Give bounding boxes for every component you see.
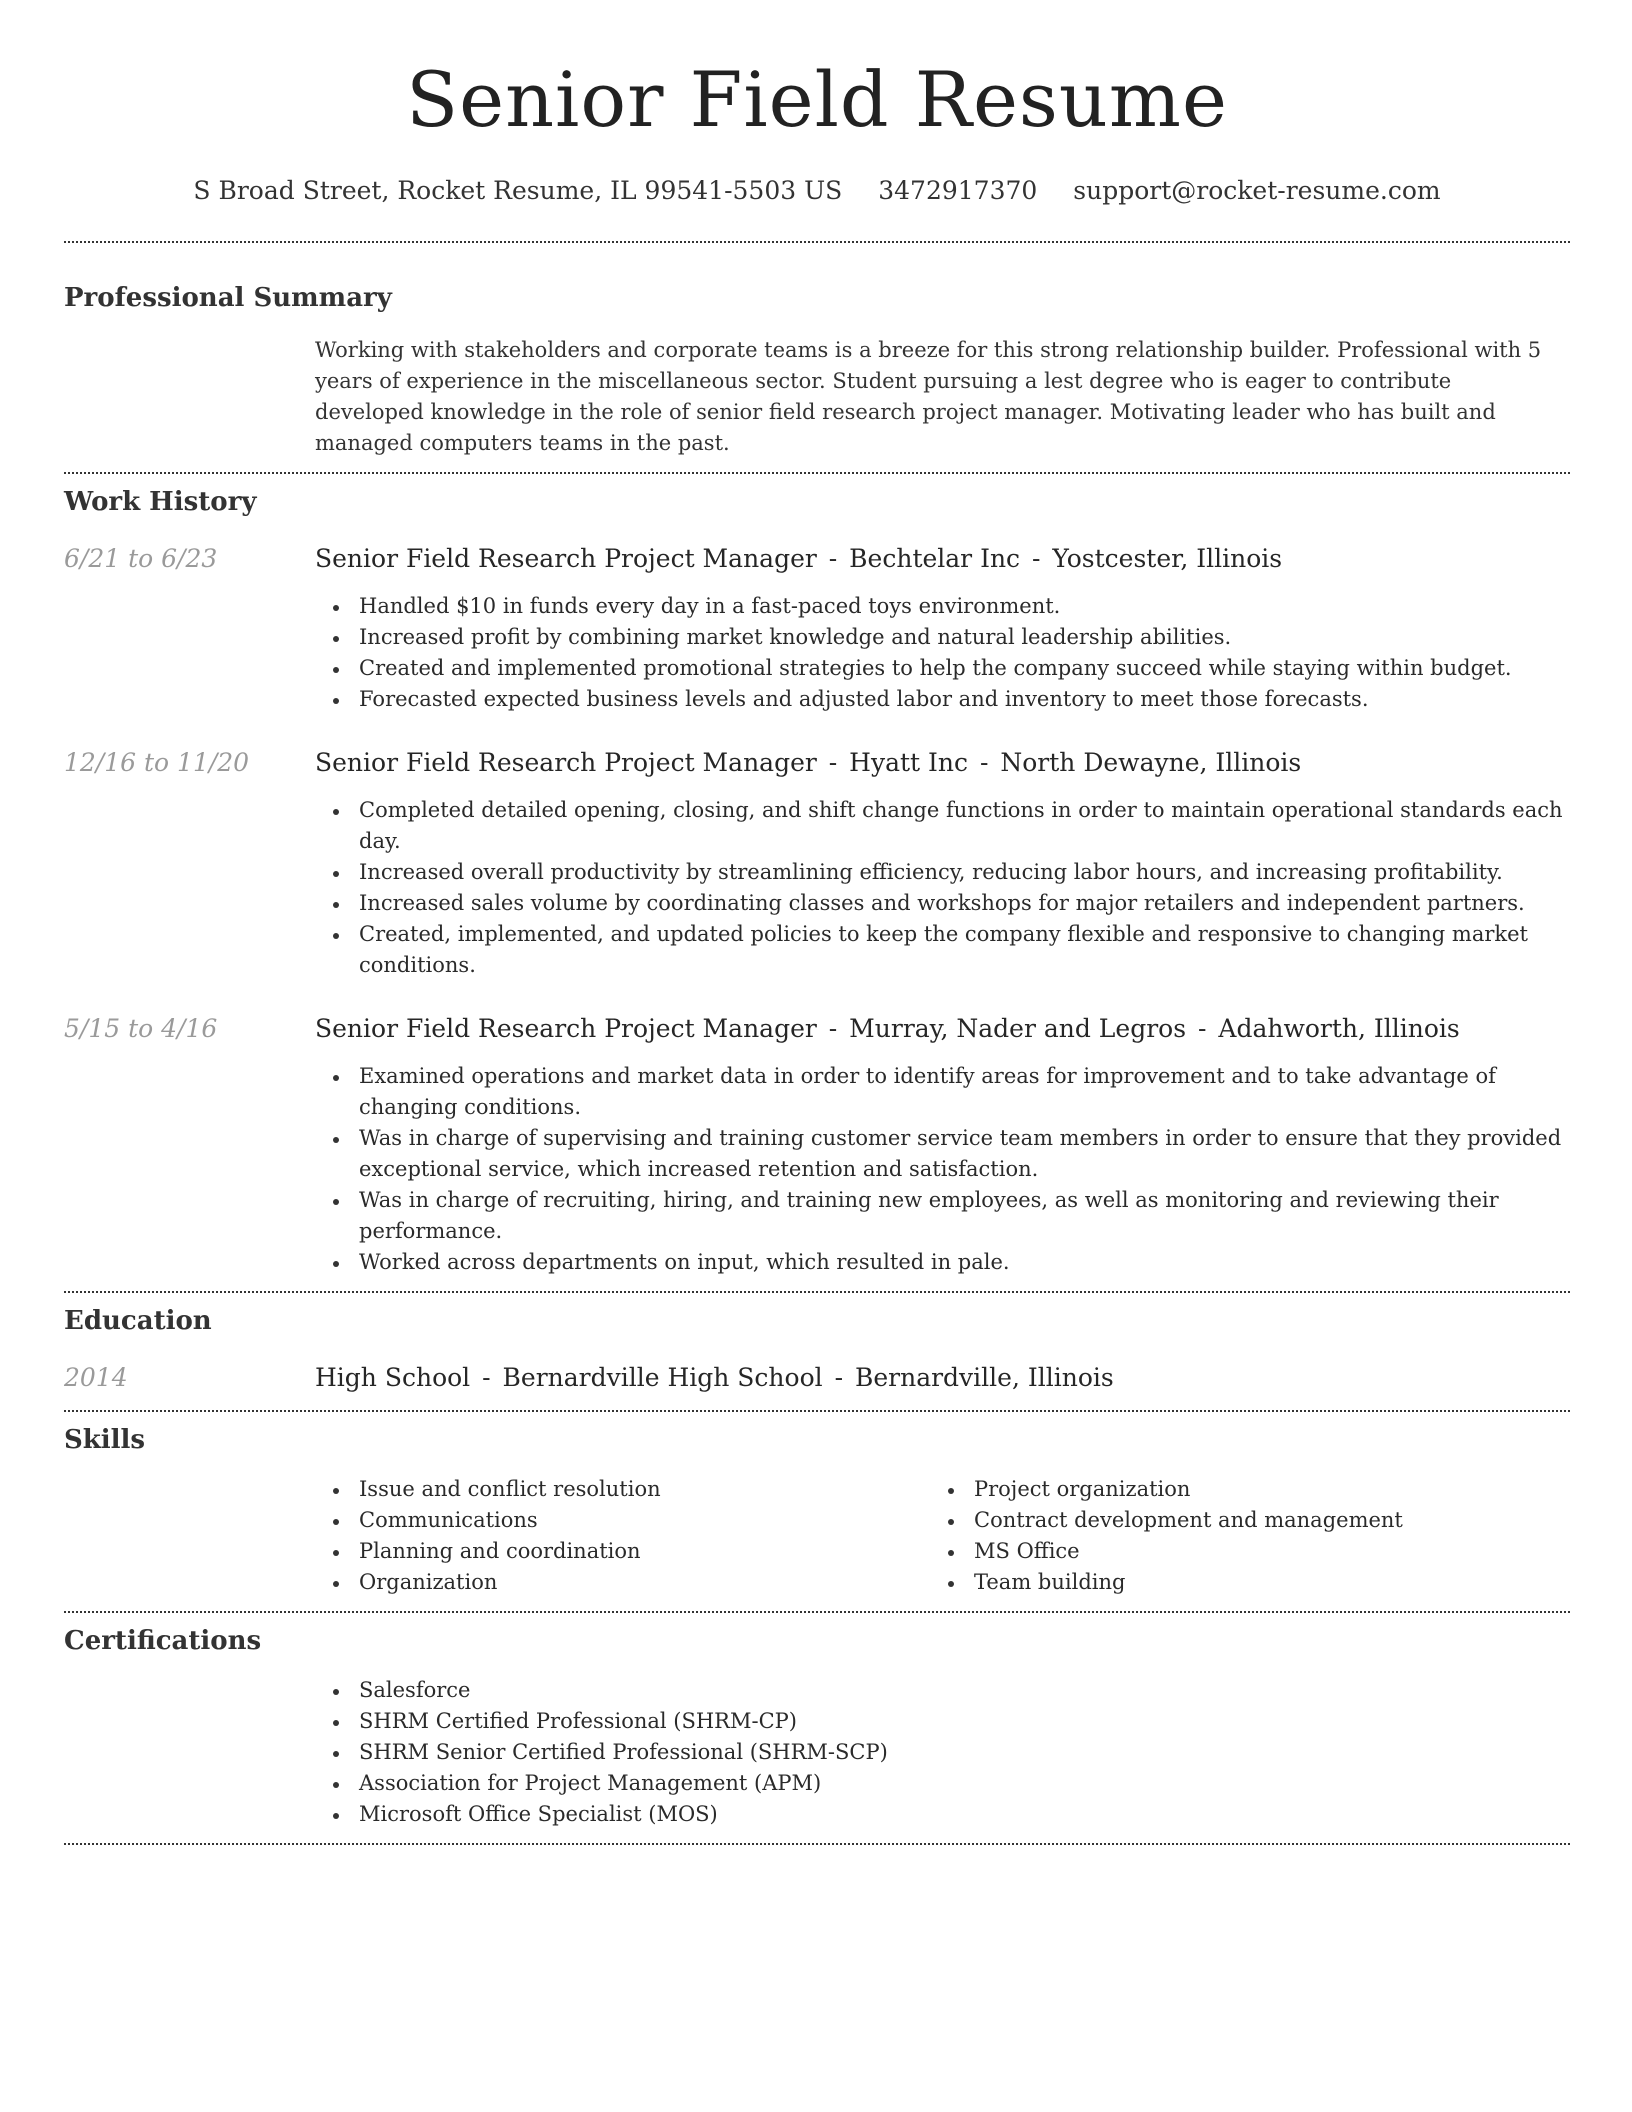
contact-address: S Broad Street, Rocket Resume, IL 99541-5503 US bbox=[193, 176, 843, 205]
job-location: North Dewayne, Illinois bbox=[1000, 748, 1302, 777]
certification-item: Salesforce bbox=[315, 1675, 1570, 1706]
job-details bbox=[315, 746, 1570, 981]
skill-item: Organization bbox=[315, 1567, 930, 1598]
job-company: Bechtelar Inc bbox=[849, 544, 1021, 573]
certification-item: SHRM Certified Professional (SHRM-CP) bbox=[315, 1706, 1570, 1737]
skill-item: Team building bbox=[930, 1567, 1545, 1598]
job-title-line: Senior Field Research Project Manager - Bechtelar Inc - Yostcester, Illinois bbox=[315, 544, 1283, 573]
job-dates: 6/21 to 6/23 bbox=[64, 544, 218, 573]
job-title-line: Senior Field Research Project Manager - Hyatt Inc - North Dewayne, Illinois bbox=[315, 748, 1302, 777]
skill-item: Contract development and management bbox=[930, 1505, 1545, 1536]
work-history-section bbox=[64, 485, 1570, 1278]
contact-phone: 3472917370 bbox=[878, 176, 1038, 205]
job-details bbox=[315, 542, 1570, 715]
divider bbox=[64, 472, 1570, 474]
contact-email: support@rocket-resume.com bbox=[1073, 176, 1441, 205]
skill-item: Issue and conflict resolution bbox=[315, 1474, 930, 1505]
job-dates: 5/15 to 4/16 bbox=[64, 1014, 218, 1043]
education-degree: High School bbox=[315, 1363, 471, 1392]
skill-item: MS Office bbox=[930, 1536, 1545, 1567]
job-location: Adahworth, Illinois bbox=[1218, 1014, 1460, 1043]
job-title: Senior Field Research Project Manager bbox=[315, 1014, 817, 1043]
job-bullet: Created, implemented, and updated policies to keep the company flexible and responsive to changing market conditions. bbox=[315, 919, 1570, 981]
skill-item: Communications bbox=[315, 1505, 930, 1536]
education-details bbox=[315, 1361, 1570, 1395]
job-details bbox=[315, 1012, 1570, 1278]
skill-item: Project organization bbox=[930, 1474, 1545, 1505]
job-bullet: Handled $10 in funds every day in a fast-paced toys environment. bbox=[315, 591, 1570, 622]
summary-text: Working with stakeholders and corporate teams is a breeze for this strong relationship builder. Professional with 5 years of experience in the miscellaneous sector. Student pursuing a lest degree who is eager to contribute developed knowledge in the role of senior field research project manager. Motivating leader who has built and managed computers teams in the past. bbox=[315, 338, 1542, 455]
job-bullet: Was in charge of supervising and training customer service team members in order to ensure that they provided exceptional service, which increased retention and satisfaction. bbox=[315, 1123, 1570, 1185]
job-dates: 12/16 to 11/20 bbox=[64, 748, 250, 777]
job-title: Senior Field Research Project Manager bbox=[315, 748, 817, 777]
certification-item: SHRM Senior Certified Professional (SHRM-SCP) bbox=[315, 1737, 1570, 1768]
skills-list-left bbox=[315, 1474, 930, 1598]
job-location: Yostcester, Illinois bbox=[1052, 544, 1283, 573]
job-company: Murray, Nader and Legros bbox=[849, 1014, 1187, 1043]
contact-line bbox=[64, 174, 1570, 208]
resume-name: Senior Field Resume bbox=[406, 55, 1228, 144]
education-entry bbox=[64, 1361, 1570, 1395]
job-company: Hyatt Inc bbox=[849, 748, 969, 777]
skills-list-right bbox=[930, 1474, 1545, 1598]
job-title-line: Senior Field Research Project Manager - Murray, Nader and Legros - Adahworth, Illinois bbox=[315, 1014, 1460, 1043]
job-bullets bbox=[315, 795, 1570, 981]
skills-section bbox=[64, 1423, 1570, 1598]
job-title: Senior Field Research Project Manager bbox=[315, 544, 817, 573]
divider bbox=[64, 1291, 1570, 1293]
job-entry bbox=[64, 1012, 1570, 1278]
certifications-heading: Certifications bbox=[64, 1626, 262, 1656]
job-bullet: Created and implemented promotional strategies to help the company succeed while staying within budget. bbox=[315, 653, 1570, 684]
summary-heading: Professional Summary bbox=[64, 283, 392, 313]
job-bullets bbox=[315, 1061, 1570, 1278]
divider bbox=[64, 1611, 1570, 1613]
certifications-section bbox=[64, 1624, 1570, 1830]
resume-page bbox=[64, 0, 1570, 1845]
job-bullet: Worked across departments on input, which resulted in pale. bbox=[315, 1247, 1570, 1278]
certification-item: Microsoft Office Specialist (MOS) bbox=[315, 1799, 1570, 1830]
certification-item: Association for Project Management (APM) bbox=[315, 1768, 1570, 1799]
job-bullet: Examined operations and market data in order to identify areas for improvement and to take advantage of changing conditions. bbox=[315, 1061, 1570, 1123]
skills-grid bbox=[64, 1474, 1570, 1598]
work-history-heading: Work History bbox=[64, 487, 257, 517]
divider bbox=[64, 1843, 1570, 1845]
education-section bbox=[64, 1304, 1570, 1395]
education-year: 2014 bbox=[64, 1363, 128, 1392]
job-bullet: Increased profit by combining market knowledge and natural leadership abilities. bbox=[315, 622, 1570, 653]
job-bullet: Increased sales volume by coordinating classes and workshops for major retailers and independent partners. bbox=[315, 888, 1570, 919]
education-title-line: High School - Bernardville High School - Bernardville, Illinois bbox=[315, 1363, 1114, 1392]
job-bullet: Completed detailed opening, closing, and shift change functions in order to maintain operational standards each day. bbox=[315, 795, 1570, 857]
divider bbox=[64, 241, 1570, 243]
job-bullet: Forecasted expected business levels and adjusted labor and inventory to meet those forecasts. bbox=[315, 684, 1570, 715]
education-school: Bernardville High School bbox=[502, 1363, 823, 1392]
job-bullet: Was in charge of recruiting, hiring, and training new employees, as well as monitoring and reviewing their performance. bbox=[315, 1185, 1570, 1247]
job-entry bbox=[64, 542, 1570, 715]
job-entry bbox=[64, 746, 1570, 981]
education-heading: Education bbox=[64, 1306, 212, 1336]
job-bullet: Increased overall productivity by streamlining efficiency, reducing labor hours, and increasing profitability. bbox=[315, 857, 1570, 888]
certifications-list bbox=[64, 1675, 1570, 1830]
education-location: Bernardville, Illinois bbox=[854, 1363, 1114, 1392]
job-bullets bbox=[315, 591, 1570, 715]
skill-item: Planning and coordination bbox=[315, 1536, 930, 1567]
skills-heading: Skills bbox=[64, 1425, 146, 1455]
divider bbox=[64, 1410, 1570, 1412]
summary-section bbox=[64, 281, 1570, 459]
